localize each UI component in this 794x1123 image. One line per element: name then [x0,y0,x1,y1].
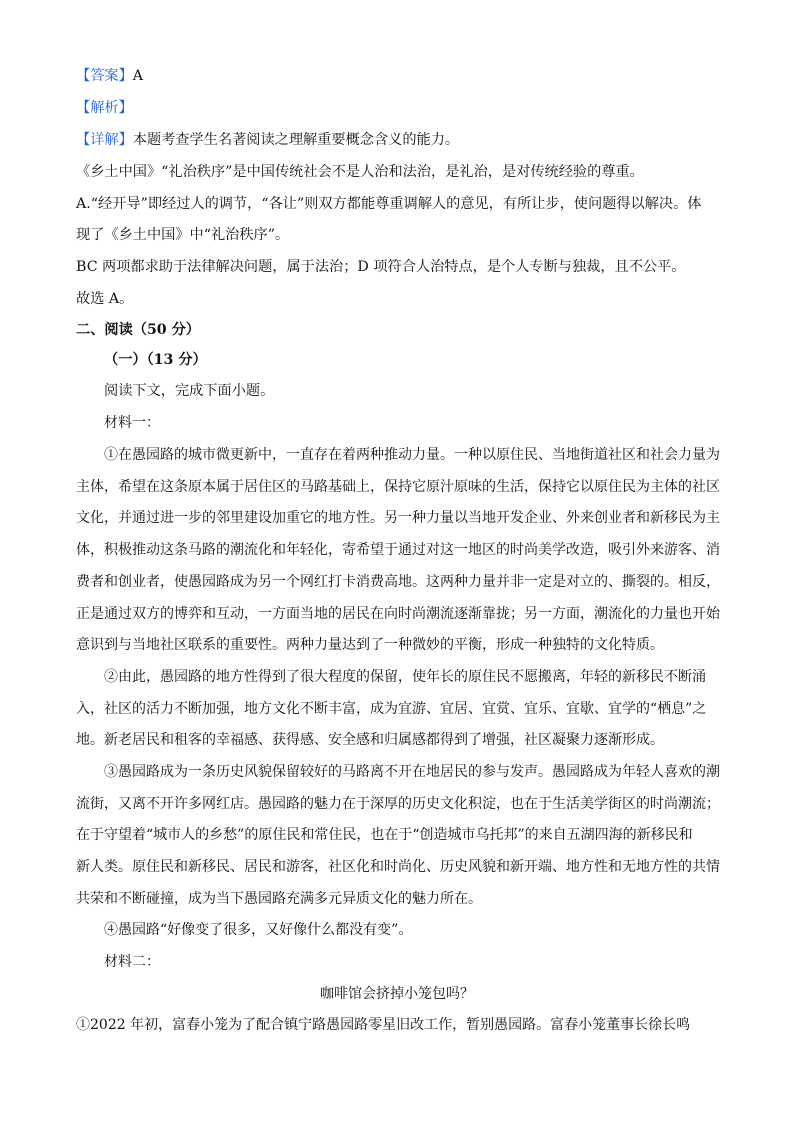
material1-line: 在于守望着“城市人的乡愁”的原住民和常住民，也在于“创造城市乌托邦”的来自五湖四海的新移民和 [76,827,693,843]
material1-line: 费者和创业者，使愚园路成为另一个网红打卡消费高地。这两种力量并非一定是对立的、撕裂的。相反， [76,574,720,590]
answer-line [76,66,143,86]
section-heading: 二、阅读（50 分） [76,322,200,338]
material1-line: 地。新老居民和租客的幸福感、获得感、安全感和归属感都得到了增强，社区凝聚力逐渐形成。 [76,732,664,748]
material1-line: 主体，希望在这条原本属于居住区的马路基础上，保持它原汁原味的生活，保持它以原住民为主体的社区 [76,479,720,495]
detail-text-line: BC 两项都求助于法律解决问题，属于法治；D 项符合人治特点，是个人专断与独裁，且不公平。 [76,259,686,275]
detail-text-line: 《乡土中国》“礼治秩序”是中国传统社会不是人治和法治，是礼治，是对传统经验的尊重。 [76,164,644,180]
section-instruction: 阅读下文，完成下面小题。 [104,383,275,399]
detail-line [76,130,459,150]
material1-line: 入，社区的活力不断加强，地方文化不断丰富，成为宜游、宜居、宜赏、宜乐、宜歇、宜学的“栖息”之 [76,701,707,717]
detail-label: 【详解】 [76,132,133,148]
material1-label: 材料一： [104,415,160,431]
answer-value: A [132,68,144,84]
material1-line: 正是通过双方的博弈和互动，一方面当地的居民在向时尚潮流逐渐靠拢；另一方面，潮流化的力量也开始 [76,606,720,622]
material1-line: ③愚园路成为一条历史风貌保留较好的马路离不开在地居民的参与发声。愚园路成为年轻人喜欢的潮 [104,764,720,780]
material2-label: 材料二： [104,954,160,970]
material1-line: ①在愚园路的城市微更新中，一直存在着两种推动力量。一种以原住民、当地街道社区和社会力量为 [104,447,720,463]
material1-line: 共荣和不断碰撞，成为当下愚园路充满多元异质文化的魅力所在。 [76,891,482,907]
detail-text-line: A.“经开导”即经过人的调节，“各让”则双方都能尊重调解人的意见，有所让步，使问题得以解决。体 [76,196,702,212]
material1-line: ②由此，愚园路的地方性得到了很大程度的保留，使年长的原住民不愿搬离，年轻的新移民不断涌 [104,669,706,685]
answer-label: 【答案】 [76,68,133,84]
detail-text-line: 现了《乡土中国》中“礼治秩序”。 [76,227,290,243]
material2-title: 咖啡馆会挤掉小笼包吗？ [320,986,474,1002]
material1-line: 新人类。原住民和新移民、居民和游客，社区化和时尚化、历史风貌和新开端、地方性和无地方性的共情 [76,859,720,875]
analysis-label: 【解析】 [76,100,133,116]
section-subheading: （一）（13 分） [104,352,207,368]
material1-line: 意识到与当地社区联系的重要性。两种力量达到了一种微妙的平衡，形成一种独特的文化特质。 [76,637,664,653]
material2-line: ①2022 年初，富春小笼为了配合镇宁路愚园路零星旧改工作，暂别愚园路。富春小笼董事长徐长鸣 [76,1017,691,1033]
detail-intro: 本题考查学生名著阅读之理解重要概念含义的能力。 [132,132,460,148]
material1-line: ④愚园路“好像变了很多，又好像什么都没有变”。 [104,922,413,938]
material1-line: 流街，又离不开许多网红店。愚园路的魅力在于深厚的历史文化积淀，也在于生活美学街区的时尚潮流； [76,796,720,812]
material1-line: 体，积极推动这条马路的潮流化和年轻化，寄希望于通过对这一地区的时尚美学改造，吸引外来游客、消 [76,542,720,558]
material1-line: 文化，并通过进一步的邻里建设加重它的地方性。另一种力量以当地开发企业、外来创业者和新移民为主 [76,510,720,526]
detail-text-line: 故选 A。 [76,291,134,307]
